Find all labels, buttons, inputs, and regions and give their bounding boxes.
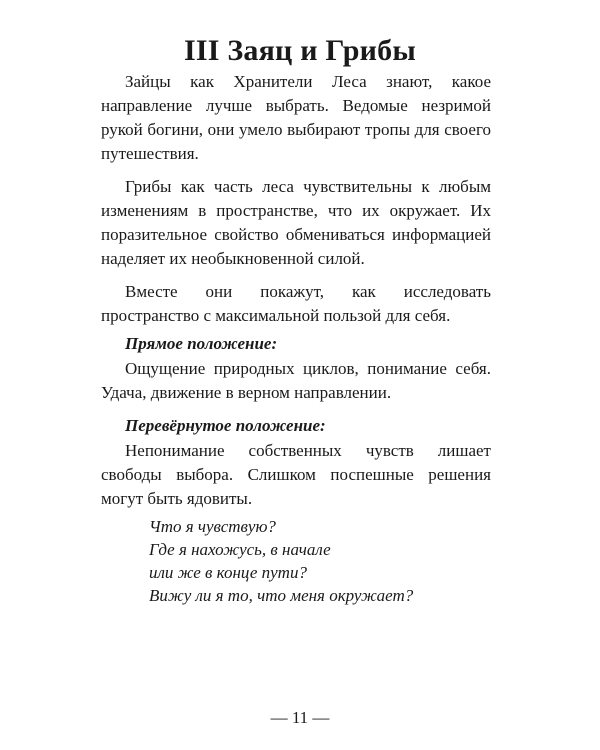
- poem-line: Где я нахожусь, в начале: [149, 540, 331, 559]
- page-title: III Заяц и Грибы: [184, 34, 416, 67]
- reversed-text: Непонимание собственных чувств лишает свободы выбора. Слишком поспешные решения могут быть ядовиты.: [101, 441, 491, 508]
- poem-line: Что я чувствую?: [149, 517, 276, 536]
- page-number: — 11 —: [270, 708, 330, 727]
- reversed-heading: Перевёрнутое положение:: [125, 416, 326, 435]
- paragraph-hares: Зайцы как Хранители Леса знают, какое направление лучше выбрать. Ведомые незримой рукой богини, они умело выбирают тропы для своего путешествия.: [101, 72, 491, 163]
- poem-line: или же в конце пути?: [149, 563, 307, 582]
- paragraph-together: Вместе они покажут, как исследовать пространство с максимальной пользой для себя.: [101, 282, 491, 325]
- paragraph-mushrooms: Грибы как часть леса чувствительны к любым изменениям в пространстве, что их окружает. Их поразительное свойство обмениваться информацией наделяет их необыкновенной силой.: [101, 177, 491, 268]
- poem-block: [149, 515, 491, 607]
- body-text: [101, 70, 491, 607]
- poem-line: Вижу ли я то, что меня окружает?: [149, 586, 414, 605]
- upright-heading: Прямое положение:: [125, 334, 278, 353]
- upright-text: Ощущение природных циклов, понимание себя. Удача, движение в верном направлении.: [101, 359, 491, 402]
